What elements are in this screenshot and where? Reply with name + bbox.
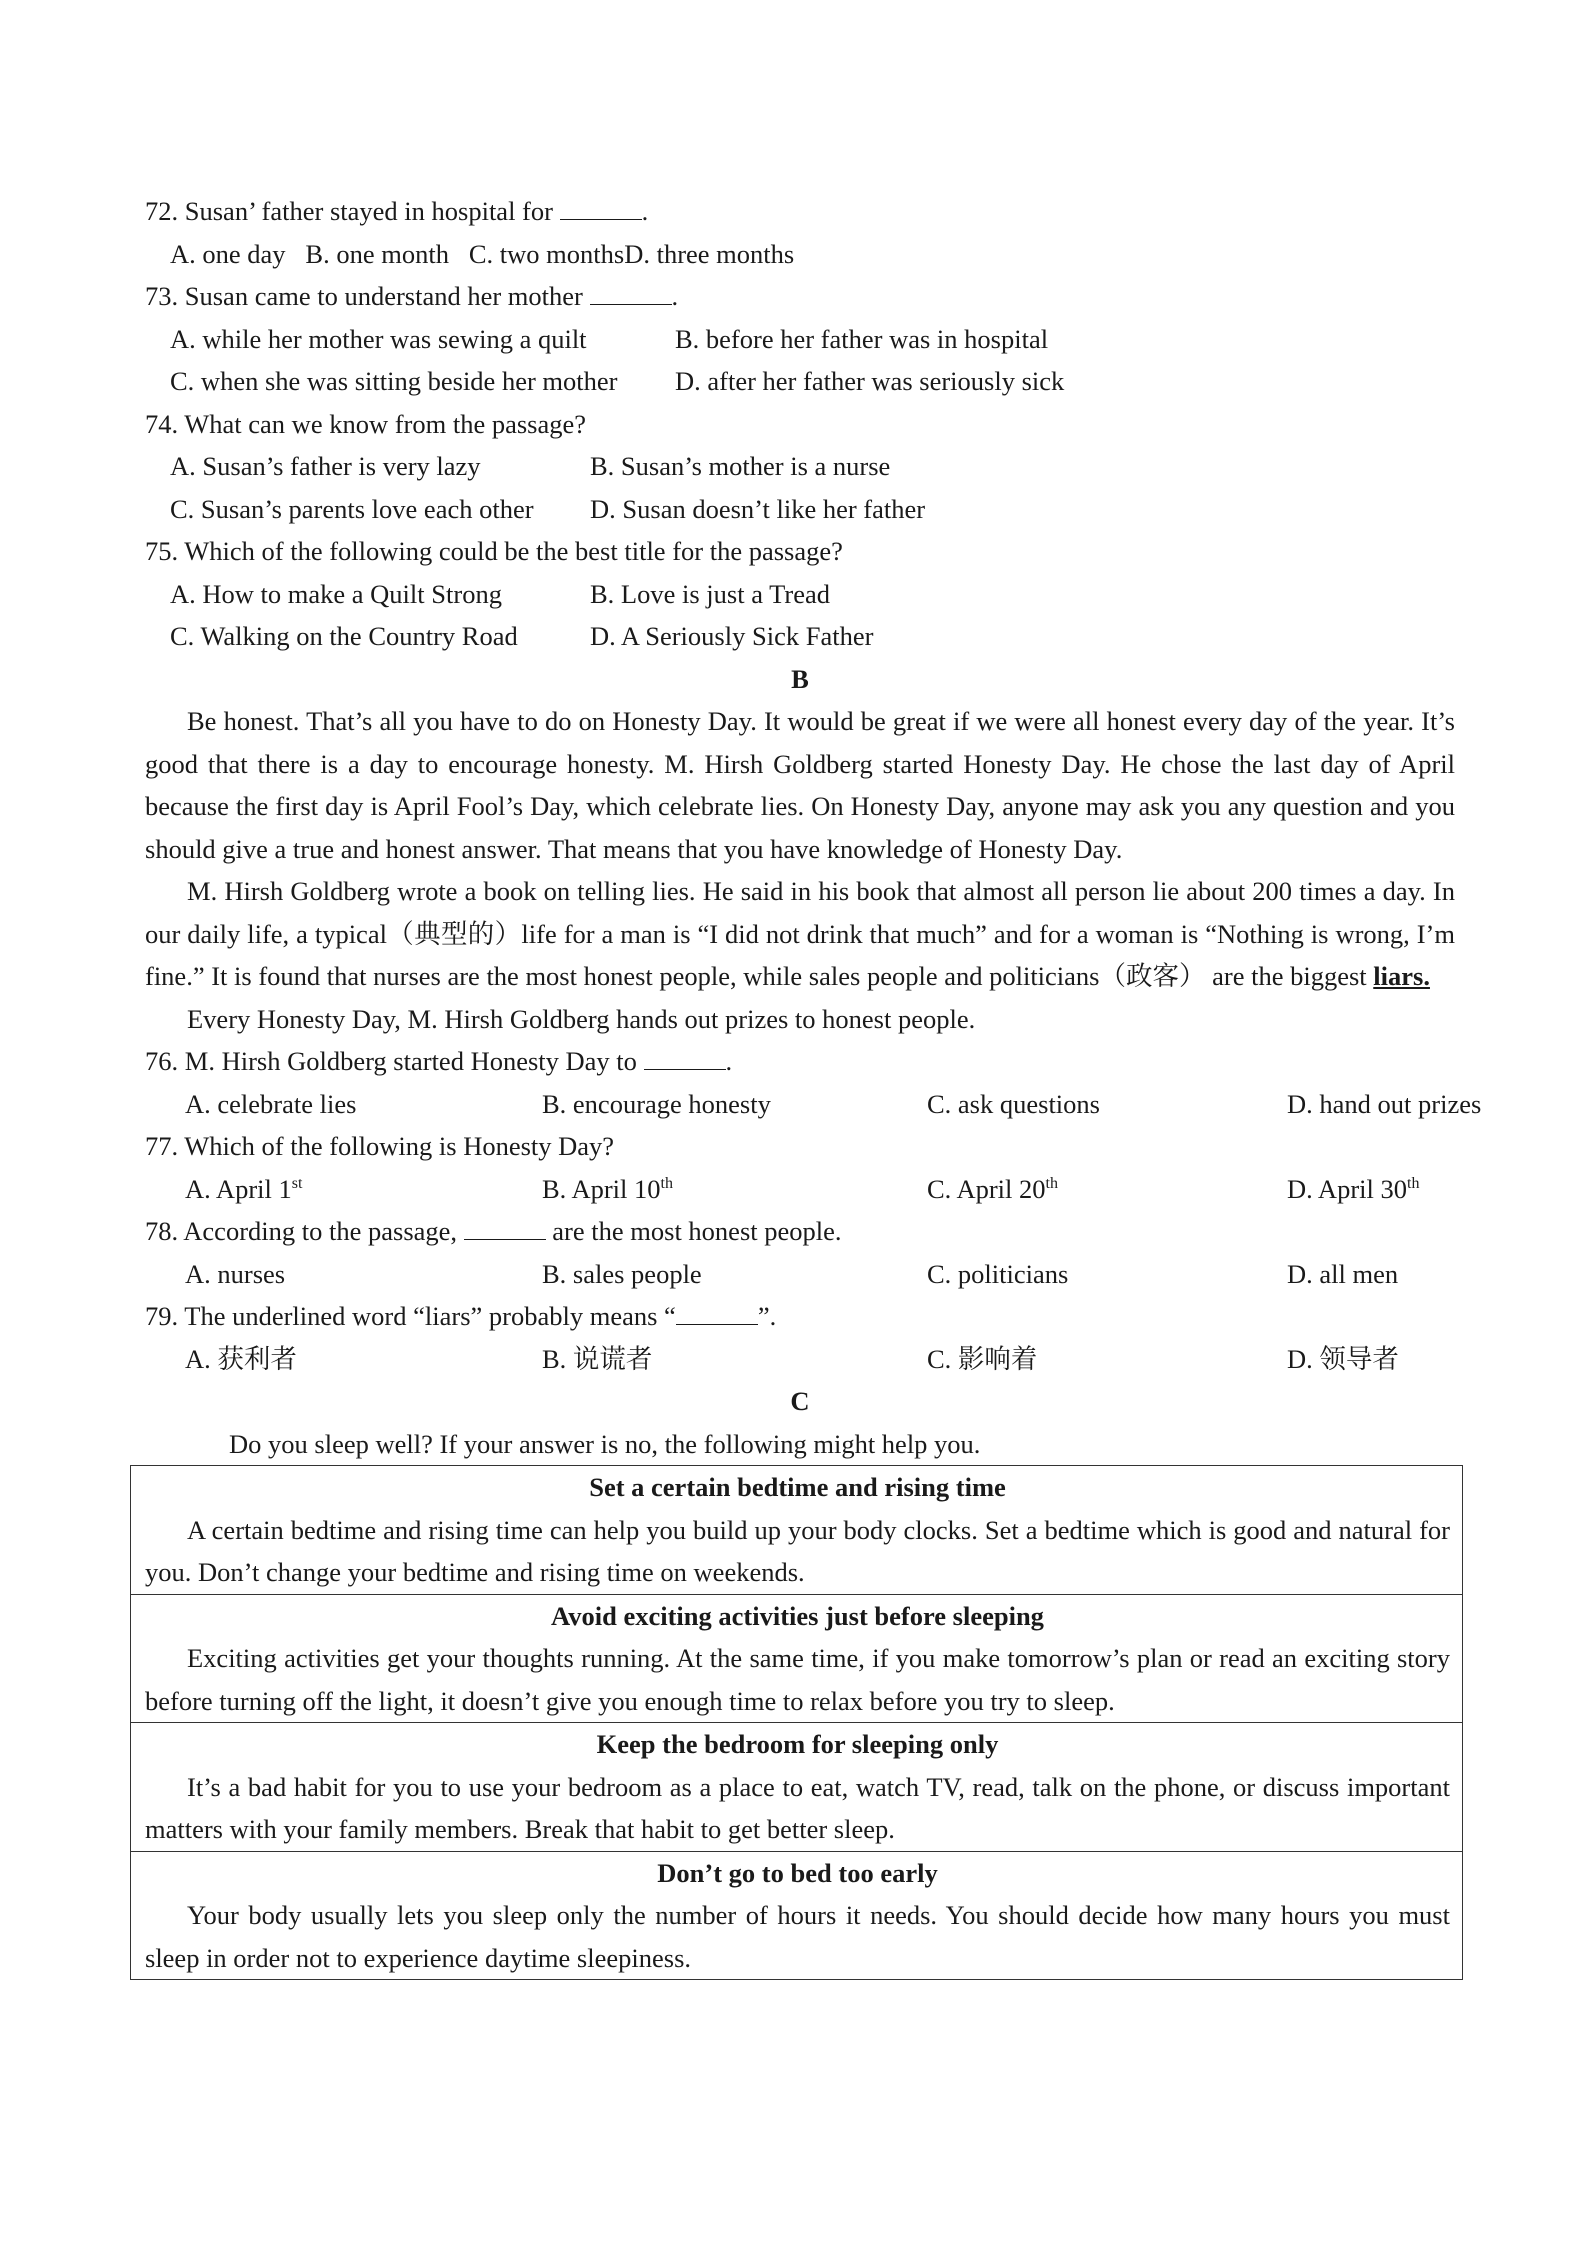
option-d: D. all men bbox=[1287, 1258, 1399, 1289]
question-78-options bbox=[145, 1253, 1455, 1296]
option-d: D. A Seriously Sick Father bbox=[590, 621, 874, 651]
question-stem: 74. What can we know from the passage? bbox=[145, 408, 587, 439]
question-74-options-row2 bbox=[145, 488, 1455, 531]
question-79-options bbox=[145, 1338, 1455, 1381]
answer-blank bbox=[560, 193, 642, 220]
option-d: D. three months bbox=[624, 238, 795, 269]
option-a: A. How to make a Quilt Strong bbox=[170, 578, 502, 609]
section-c-intro: Do you sleep well? If your answer is no, the following might help you. bbox=[229, 1428, 981, 1459]
option-d: D. after her father was seriously sick bbox=[675, 366, 1065, 396]
answer-blank bbox=[676, 1298, 758, 1325]
tip-title: Avoid exciting activities just before sleeping bbox=[551, 1600, 1044, 1631]
question-stem: 76. M. Hirsh Goldberg started Honesty Day to bbox=[145, 1046, 644, 1076]
option-c: C. when she was sitting beside her mother bbox=[170, 366, 618, 396]
option-a: A. one day bbox=[170, 238, 286, 269]
underlined-word-liars: liars. bbox=[1373, 961, 1430, 991]
option-c: C. politicians bbox=[927, 1258, 1069, 1289]
option-a: A. nurses bbox=[185, 1258, 286, 1289]
question-75-options-row1 bbox=[145, 573, 1455, 616]
tip-body: A certain bedtime and rising time can help you build up your body clocks. Set a bedtime which is good and natural for you. Don’t change your bedtime and rising time on weekends. bbox=[145, 1514, 1450, 1587]
answer-blank bbox=[464, 1213, 546, 1240]
question-77-options bbox=[145, 1168, 1455, 1211]
option-a: A. while her mother was sewing a quilt bbox=[170, 323, 587, 354]
option-b: B. sales people bbox=[542, 1258, 702, 1289]
section-b-paragraph-3: Every Honesty Day, M. Hirsh Goldberg hands out prizes to honest people. bbox=[187, 1003, 976, 1034]
question-stem: 72. Susan’ father stayed in hospital for bbox=[145, 196, 560, 226]
question-73-options-row2 bbox=[145, 360, 1455, 403]
option-b: B. April 10th bbox=[542, 1173, 673, 1204]
answer-blank bbox=[590, 278, 672, 305]
section-b-paragraph-1: Be honest. That’s all you have to do on Honesty Day. It would be great if we were all honest every day of the year. It’s good that there is a day to encourage honesty. M. Hirsh Goldberg started Honesty Day. He chose the last day of April because the first day is April Fool’s Day, which celebrate lies. On Honesty Day, anyone may ask you any question and you should give a true and honest answer. That means that you have knowledge of Honesty Day. bbox=[145, 706, 1455, 864]
option-c: C. 影响着 bbox=[927, 1343, 1038, 1374]
tip-cell bbox=[131, 1723, 1463, 1852]
question-76: 76. M. Hirsh Goldberg started Honesty Day to . bbox=[145, 1040, 1455, 1083]
option-a: A. April 1st bbox=[185, 1173, 303, 1204]
tip-cell bbox=[131, 1594, 1463, 1723]
option-d: D. April 30th bbox=[1287, 1173, 1420, 1204]
option-d: D. 领导者 bbox=[1287, 1343, 1399, 1374]
question-75 bbox=[145, 530, 1455, 573]
tip-cell bbox=[131, 1851, 1463, 1980]
question-stem: 73. Susan came to understand her mother bbox=[145, 281, 590, 311]
question-73-options-row1 bbox=[145, 318, 1455, 361]
option-c: C. April 20th bbox=[927, 1173, 1058, 1204]
option-b: B. 说谎者 bbox=[542, 1343, 653, 1374]
tip-cell bbox=[131, 1466, 1463, 1595]
question-72: 72. Susan’ father stayed in hospital for . bbox=[145, 190, 1455, 233]
tip-body: Exciting activities get your thoughts running. At the same time, if you make tomorrow’s plan or read an exciting story before turning off the light, it doesn’t give you enough time to relax before you try to sleep. bbox=[145, 1643, 1450, 1716]
option-a: A. celebrate lies bbox=[185, 1088, 357, 1119]
option-a: A. 获利者 bbox=[185, 1343, 297, 1374]
section-b-paragraph-2: M. Hirsh Goldberg wrote a book on telling lies. He said in his book that almost all person lie about 200 times a day. In our daily life, a typical（典型的）life for a man is “I did not drink that much” and for a woman is “Nothing is wrong, I’m fine.” It is found that nurses are the most honest people, while sales people and politicians（政客） are the biggest liars. bbox=[145, 876, 1455, 991]
answer-blank bbox=[644, 1043, 726, 1070]
question-stem: 77. Which of the following is Honesty Day? bbox=[145, 1131, 615, 1161]
option-b: B. encourage honesty bbox=[542, 1088, 771, 1119]
option-d: D. hand out prizes bbox=[1287, 1088, 1482, 1119]
tip-body: Your body usually lets you sleep only the number of hours it needs. You should decide how many hours you must sleep in order not to experience daytime sleepiness. bbox=[145, 1900, 1450, 1973]
question-stem: 79. The underlined word “liars” probably means “ bbox=[145, 1301, 676, 1331]
question-75-options-row2 bbox=[145, 615, 1455, 658]
question-74-options-row1 bbox=[145, 445, 1455, 488]
question-74 bbox=[145, 403, 1455, 446]
option-c: C. Walking on the Country Road bbox=[170, 621, 518, 651]
section-c-heading: C bbox=[790, 1386, 810, 1416]
exam-page bbox=[145, 190, 1482, 1980]
section-b-heading: B bbox=[791, 663, 809, 694]
question-79: 79. The underlined word “liars” probably means “ ”. bbox=[145, 1295, 1455, 1338]
option-c: C. ask questions bbox=[927, 1088, 1100, 1119]
question-76-options bbox=[145, 1083, 1482, 1126]
option-b: B. Love is just a Tread bbox=[590, 578, 830, 609]
option-c: C. two months bbox=[468, 238, 625, 269]
option-b: B. Susan’s mother is a nurse bbox=[590, 451, 891, 481]
tip-body: It’s a bad habit for you to use your bedroom as a place to eat, watch TV, read, talk on the phone, or discuss important matters with your family members. Break that habit to get better sleep. bbox=[145, 1771, 1450, 1844]
tip-title: Don’t go to bed too early bbox=[657, 1857, 938, 1888]
question-72-options bbox=[145, 233, 1455, 276]
option-d: D. Susan doesn’t like her father bbox=[590, 493, 926, 524]
option-c: C. Susan’s parents love each other bbox=[170, 493, 534, 524]
question-78: 78. According to the passage, are the most honest people. bbox=[145, 1210, 1455, 1253]
question-stem: 78. According to the passage, bbox=[145, 1216, 464, 1246]
question-73: 73. Susan came to understand her mother . bbox=[145, 275, 1455, 318]
tip-title: Keep the bedroom for sleeping only bbox=[596, 1729, 999, 1759]
tip-title: Set a certain bedtime and rising time bbox=[589, 1472, 1006, 1502]
question-77 bbox=[145, 1125, 1455, 1168]
option-b: B. one month bbox=[305, 238, 449, 269]
option-a: A. Susan’s father is very lazy bbox=[170, 451, 481, 481]
option-b: B. before her father was in hospital bbox=[675, 323, 1049, 354]
question-stem: 75. Which of the following could be the best title for the passage? bbox=[145, 536, 843, 566]
sleep-tips-table bbox=[130, 1465, 1463, 1980]
